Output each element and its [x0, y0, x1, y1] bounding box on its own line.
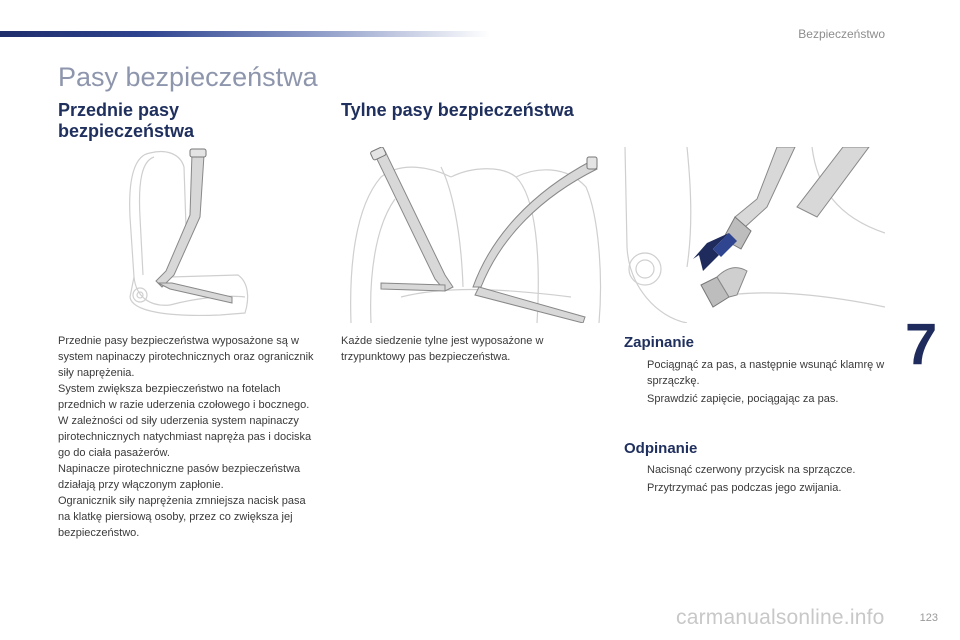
- header-accent-bar: [0, 31, 490, 37]
- step-text: Nacisnąć czerwony przycisk na sprzączce.: [647, 464, 856, 476]
- list-item: [624, 480, 894, 496]
- page-title: Pasy bezpieczeństwa: [58, 62, 318, 92]
- rear-belts-heading: Tylne pasy bezpieczeństwa: [341, 100, 574, 120]
- front-belt-shape: [156, 149, 232, 303]
- arrow-icon: [693, 233, 737, 271]
- step-text: Sprawdzić zapięcie, pociągając za pas.: [647, 393, 839, 405]
- rear-seat-belts-illustration: [341, 147, 606, 323]
- fastening-steps: [624, 357, 894, 409]
- front-belts-heading: Przednie pasy bezpieczeństwa: [58, 100, 195, 141]
- step-text: Przytrzymać pas podczas jego zwijania.: [647, 482, 842, 494]
- front-paragraph: Przednie pasy bezpieczeństwa wyposażone są w system napinaczy pirotechnicznych oraz ogranicznik siły naprężenia.: [58, 335, 314, 379]
- list-item: [624, 357, 894, 389]
- front-paragraph: Napinacze pirotechniczne pasów bezpieczeństwa działają przy włączonym zapłonie.: [58, 463, 301, 491]
- list-item: [624, 462, 894, 478]
- section-name: Bezpieczeństwo: [798, 27, 885, 41]
- watermark: carmanualsonline.info: [676, 606, 885, 629]
- buckle-insert-illustration: [617, 147, 885, 323]
- step-text: Pociągnąć za pas, a następnie wsunąć klamrę w sprzączkę.: [647, 359, 885, 387]
- front-belts-description: [58, 333, 320, 541]
- front-paragraph: Ogranicznik siły naprężenia zmniejsza nacisk pasa na klatkę piersiową osoby, przez co zwiększa jej bezpieczeństwo.: [58, 495, 306, 539]
- chapter-number: 7: [905, 312, 938, 377]
- front-paragraph: System zwiększa bezpieczeństwo na fotelach przednich w razie uderzenia czołowego i bocznego. W zależności od siły uderzenia system napinaczy pirotechnicznych natychmiast napręża pas i dociska go do ciała pasażerów.: [58, 383, 312, 459]
- rear-belts-description: Każde siedzenie tylne jest wyposażone w trzypunktowy pas bezpieczeństwa.: [341, 335, 544, 363]
- front-seat-belt-illustration: [110, 147, 262, 323]
- buckle-belt-shape: [701, 147, 869, 307]
- page-number: 123: [919, 612, 938, 624]
- list-item: [624, 391, 894, 407]
- unfastening-heading: Odpinanie: [624, 440, 698, 457]
- unfastening-steps: [624, 462, 894, 498]
- fastening-heading: Zapinanie: [624, 334, 695, 351]
